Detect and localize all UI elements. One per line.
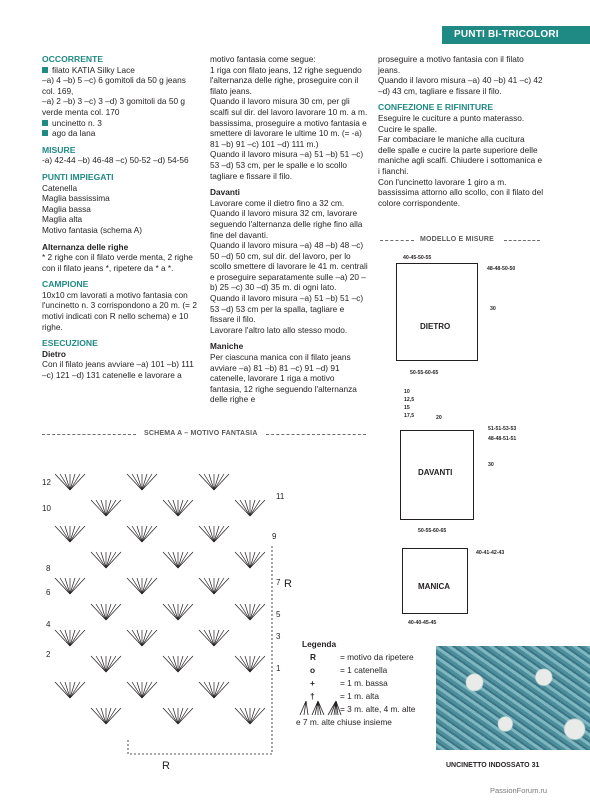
stitch-mark <box>240 500 250 516</box>
stitch-mark <box>142 578 152 594</box>
col2-text: 1 riga con filato jeans, 12 righe seguendo l'alternanza delle righe, proseguire con il filato jeans. <box>210 64 362 96</box>
esecuzione-text: Con il filato jeans avviare –a) 101 –b) 111 –c) 121 –d) 131 catenelle e lavorare a <box>42 359 194 381</box>
stitch-mark <box>204 682 214 698</box>
stitch-mark <box>178 656 188 672</box>
stitch-mark <box>96 604 106 620</box>
dietro-top-dim: 40-45-50-55 <box>403 255 432 261</box>
repeat-bracket <box>128 740 272 754</box>
stitch-mark <box>168 500 178 516</box>
col3-text: Con l'uncinetto lavorare 1 giro a m. bassissima attorno allo scollo, con il filato del colore corrispondente. <box>378 176 544 208</box>
footer: UNCINETTO INDOSSATO 31 <box>446 762 540 769</box>
row-number: 8 <box>46 564 51 573</box>
dietro-height-dim: 30 <box>490 306 496 312</box>
row-number: 12 <box>42 478 51 487</box>
row-number: 9 <box>272 532 277 541</box>
stitch-mark <box>250 604 260 620</box>
divider <box>504 240 540 241</box>
stitch-mark <box>132 526 142 542</box>
stitch-mark <box>214 474 224 490</box>
row-number: 6 <box>46 588 51 597</box>
stitch-mark <box>142 682 152 698</box>
esecuzione-title: ESECUZIONE <box>42 338 98 349</box>
legend-item: o = 1 catenella <box>310 665 388 675</box>
stitch-mark <box>70 682 80 698</box>
stitch-mark <box>214 682 224 698</box>
stitch-mark <box>204 578 214 594</box>
column-3 <box>378 54 544 208</box>
stitch-mark <box>96 656 106 672</box>
davanti-width-dim: 20 <box>436 415 442 421</box>
stitch-mark <box>168 656 178 672</box>
stitch-mark <box>214 630 224 646</box>
misure-title: MISURE <box>42 144 76 155</box>
stitch-mark <box>60 474 70 490</box>
row-number: 3 <box>276 632 281 641</box>
legend-title: Legenda <box>302 639 337 649</box>
stitch-mark <box>250 656 260 672</box>
section-header: PUNTI BI-TRICOLORI <box>442 26 590 44</box>
stitch-mark <box>106 552 116 568</box>
row-number: 7 <box>276 578 281 587</box>
punti-item: Maglia alta <box>42 214 83 225</box>
davanti-label: DAVANTI <box>418 468 453 477</box>
stitch-mark <box>142 630 152 646</box>
davanti-shoulder2-dim: 48-48-51-51 <box>488 436 517 442</box>
stitch-mark <box>240 552 250 568</box>
row-number: 11 <box>276 492 285 501</box>
repeat-marker: R <box>284 578 292 590</box>
col2-text: Quando il lavoro misura –a) 48 –b) 48 –c) 50 –d) 50 cm, sul dir. del lavoro, per lo scollo smettere di lavorare le 41 m. centrali e proseguire separatamente sulle –a) 20 –b) 25 –c) 30 –d) 35 m. di ogni lato. <box>210 240 368 293</box>
alternanza-title: Alternanza delle righe <box>42 241 129 252</box>
stitch-mark <box>106 708 116 724</box>
legend-item: = 3 m. alte, 4 m. alte <box>302 703 415 716</box>
cluster-icon <box>298 699 344 717</box>
dietro-shape <box>396 263 478 361</box>
maniche-title: Maniche <box>210 341 244 352</box>
stitch-mark <box>70 526 80 542</box>
row-number: 2 <box>46 650 51 659</box>
dietro-subtitle: Dietro <box>42 348 66 359</box>
davanti-height-dim: 30 <box>488 462 494 468</box>
stitch-mark <box>142 526 152 542</box>
stitch-mark <box>168 604 178 620</box>
column-2 <box>210 54 368 405</box>
col2-text: Per ciascuna manica con il filato jeans avviare –a) 81 –b) 81 –c) 91 –d) 91 catenelle, lavorare 1 riga a motivo fantasia, 12 righe seguendo l'alternanza delle righe e <box>210 352 357 405</box>
misure-text: -a) 42-44 –b) 46-48 –c) 50-52 –d) 54-56 <box>42 155 189 166</box>
stitch-mark <box>96 708 106 724</box>
col2-text: Quando il lavoro misura 32 cm, lavorare seguendo l'alternanza delle righe fino alla fine del davanti. <box>210 208 363 240</box>
stitch-mark <box>204 474 214 490</box>
row-number: 5 <box>276 610 281 619</box>
punti-item: Motivo fantasia (schema A) <box>42 224 143 235</box>
column-1 <box>42 54 198 381</box>
stitch-mark <box>250 500 260 516</box>
stitch-mark <box>168 552 178 568</box>
legend-item: + = 1 m. bassa <box>310 678 388 688</box>
punti-item: Maglia bassissima <box>42 193 110 204</box>
stitch-mark <box>60 526 70 542</box>
col2-text: Lavorare come il dietro fino a 32 cm. <box>210 197 345 208</box>
stitch-mark <box>178 552 188 568</box>
stitch-mark <box>178 500 188 516</box>
campione-title: CAMPIONE <box>42 279 89 290</box>
dietro-side-dim: 48-48-50-50 <box>487 266 516 272</box>
stitch-mark <box>132 474 142 490</box>
stitch-mark <box>60 630 70 646</box>
stitch-mark <box>168 708 178 724</box>
davanti-title: Davanti <box>210 187 240 198</box>
materials-item: uncinetto n. 3 <box>42 118 198 129</box>
manica-bottom-dim: 40-40-45-45 <box>408 620 437 626</box>
row-number: 1 <box>276 664 281 673</box>
legend-item: e 7 m. alte chiuse insieme <box>296 717 392 727</box>
stitch-mark <box>70 578 80 594</box>
col3-text: Eseguire le cuciture a punto materasso. <box>378 112 525 123</box>
col3-text: Quando il lavoro misura –a) 40 –b) 41 –c) 42 –d) 43 cm, tagliare e fissare il filo. <box>378 75 543 96</box>
alternanza-text: * 2 righe con il filato verde menta, 2 righe con il filato jeans *, ripetere da * a *. <box>42 252 193 273</box>
col2-text: Quando il lavoro misura 30 cm, per gli scalfi sul dir. del lavoro lavorare 10 m. a m. bassissima, proseguire a motivo fantasia e smettere di lavorare le ultime 10 m. (= -a) 81 –b) 91 –c) 101 –d) 111 m.) <box>210 96 368 149</box>
stitch-mark <box>240 656 250 672</box>
materials-item: –a) 4 –b) 5 –c) 6 gomitoli da 50 g jeans col. 169, <box>42 75 186 96</box>
stitch-mark <box>106 500 116 516</box>
legend <box>296 638 416 729</box>
stitch-mark <box>70 630 80 646</box>
stitch-mark <box>142 474 152 490</box>
punti-item: Maglia bassa <box>42 203 91 214</box>
stitch-mark <box>250 708 260 724</box>
stitch-mark <box>214 526 224 542</box>
materials-item: filato KATIA Silky Lace <box>42 65 198 76</box>
stitch-mark <box>204 630 214 646</box>
punti-item: Catenella <box>42 182 78 193</box>
stitch-mark <box>106 604 116 620</box>
materials-item: –a) 2 –b) 3 –c) 3 –d) 3 gomitoli da 50 g verde menta col. 170 <box>42 96 185 117</box>
row-number: 10 <box>42 504 51 513</box>
col2-text: Lavorare l'altro lato allo stesso modo. <box>210 324 348 335</box>
col2-text: Quando il lavoro misura –a) 51 –b) 51 –c) 53 –d) 53 cm, per le spalle e lo scollo tagliare e fissare il filo. <box>210 149 364 181</box>
stitch-mark <box>132 578 142 594</box>
legend-item: R = motivo da ripetere <box>310 652 414 662</box>
col2-text: Quando il lavoro misura –a) 51 –b) 51 –c) 53 –d) 53 cm per la spalla, tagliare e fissare il filo. <box>210 293 364 325</box>
stitch-mark <box>132 682 142 698</box>
materials-item: ago da lana <box>42 128 198 139</box>
davanti-neck-dim: 10 12,5 15 17,5 <box>404 389 415 419</box>
confezione-title: CONFEZIONE E RIFINITURE <box>378 102 494 113</box>
stitch-mark <box>60 682 70 698</box>
stitch-mark <box>240 604 250 620</box>
stitch-mark <box>96 500 106 516</box>
stitch-photo <box>436 646 590 750</box>
divider <box>380 240 414 241</box>
row-number: 4 <box>46 620 51 629</box>
repeat-marker: R <box>162 760 170 772</box>
crochet-chart <box>40 444 300 780</box>
stitch-mark <box>60 578 70 594</box>
watermark: PassionForum.ru <box>490 786 548 795</box>
occorrente-title: OCCORRENTE <box>42 54 104 64</box>
stitch-mark <box>106 656 116 672</box>
legend-item: † = 1 m. alta <box>310 691 379 701</box>
davanti-bottom-dim: 50-55-60-65 <box>418 528 447 534</box>
campione-text: 10x10 cm lavorati a motivo fantasia con l'uncinetto n. 3 corrispondono a 20 m. (= 2 motivi indicati con R nello schema) e 10 righe. <box>42 289 197 332</box>
col3-text: Cucire le spalle. <box>378 123 438 134</box>
stitch-mark <box>178 708 188 724</box>
col3-text: Far combaciare le maniche alla cucitura delle spalle e cucire la parte superiore delle maniche agli scalfi. Chiudere i sottomanica e i fianchi. <box>378 134 543 176</box>
dietro-bottom-dim: 50-55-60-65 <box>410 370 439 376</box>
manica-label: MANICA <box>418 582 450 591</box>
davanti-shoulder-dim: 51-51-53-53 <box>488 426 517 432</box>
divider <box>266 434 366 435</box>
manica-shape <box>402 548 468 614</box>
stitch-mark <box>214 578 224 594</box>
divider <box>42 434 136 435</box>
manica-side-dim: 40-41-42-43 <box>476 550 505 556</box>
stitch-mark <box>204 526 214 542</box>
col2-text: motivo fantasia come segue: <box>210 54 316 64</box>
stitch-mark <box>250 552 260 568</box>
dietro-label: DIETRO <box>420 322 451 331</box>
col3-text: proseguire a motivo fantasia con il filato jeans. <box>378 54 524 75</box>
stitch-mark <box>70 474 80 490</box>
punti-title: PUNTI IMPIEGATI <box>42 171 114 182</box>
modello-title: MODELLO E MISURE <box>420 236 494 243</box>
stitch-mark <box>96 552 106 568</box>
stitch-mark <box>132 630 142 646</box>
stitch-mark <box>178 604 188 620</box>
schema-title: SCHEMA A – MOTIVO FANTASIA <box>144 430 258 437</box>
stitch-mark <box>240 708 250 724</box>
